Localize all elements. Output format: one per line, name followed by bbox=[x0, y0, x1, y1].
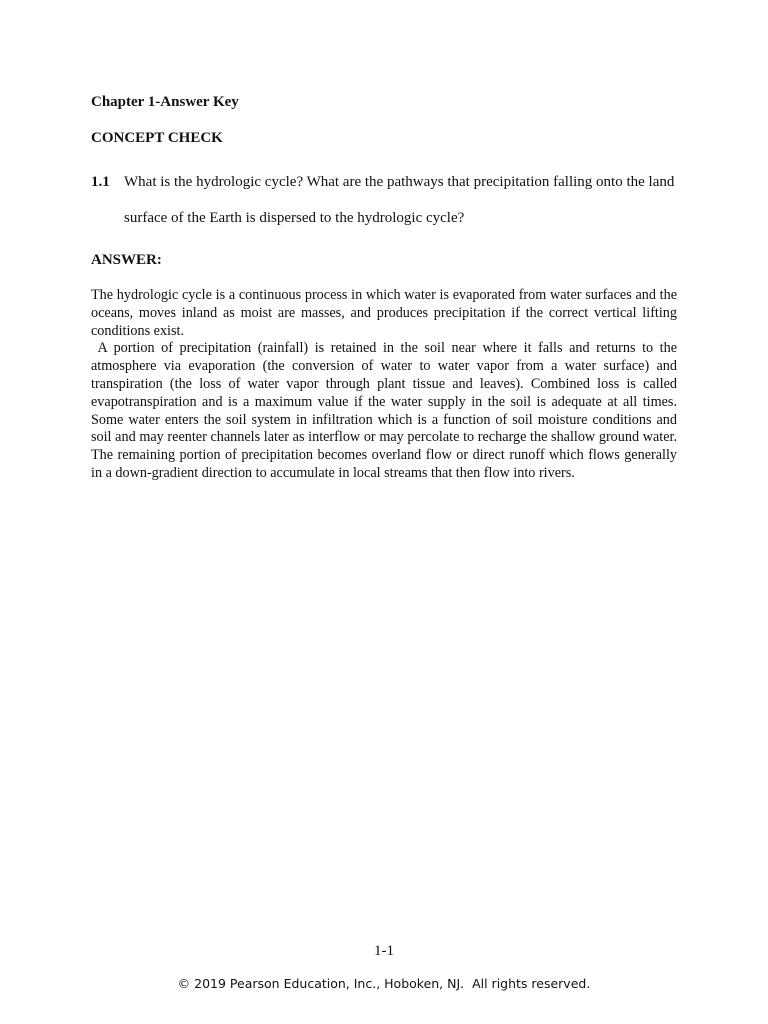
copyright-footer: © 2019 Pearson Education, Inc., Hoboken, NJ. All rights reserved. bbox=[177, 976, 591, 991]
question-number: 1.1 bbox=[91, 174, 110, 190]
chapter-title: Chapter 1-Answer Key bbox=[91, 94, 239, 110]
section-title: CONCEPT CHECK bbox=[91, 130, 223, 146]
question-text-line-2: surface of the Earth is dispersed to the hydrologic cycle? bbox=[124, 210, 465, 226]
answer-heading: ANSWER: bbox=[91, 252, 162, 268]
question-text-line-1: What is the hydrologic cycle? What are the pathways that precipitation falling onto the land bbox=[124, 174, 675, 190]
answer-body bbox=[91, 287, 677, 483]
answer-paragraph-2: A portion of precipitation (rainfall) is retained in the soil near where it falls and returns to the atmosphere via evaporation (the conversion of water to water vapor from a water surface) and transpiration (the loss of water vapor through plant tissue and leaves). Combined loss is called evapotranspiration and is a maximum value if the water supply in the soil is adequate at all times. Some water enters the soil system in infiltration which is a function of soil moisture conditions and soil and may reenter channels later as interflow or may percolate to recharge the shallow ground water. The remaining portion of precipitation becomes overland flow or direct runoff which flows generally in a down-gradient direction to accumulate in local streams that then flow into rivers. bbox=[91, 340, 677, 481]
answer-paragraph-1: The hydrologic cycle is a continuous process in which water is evaporated from water surfaces and the oceans, moves inland as moist are masses, and produces precipitation if the correct vertical lifting conditions exist. bbox=[91, 287, 677, 339]
page-number: 1-1 bbox=[374, 943, 394, 959]
